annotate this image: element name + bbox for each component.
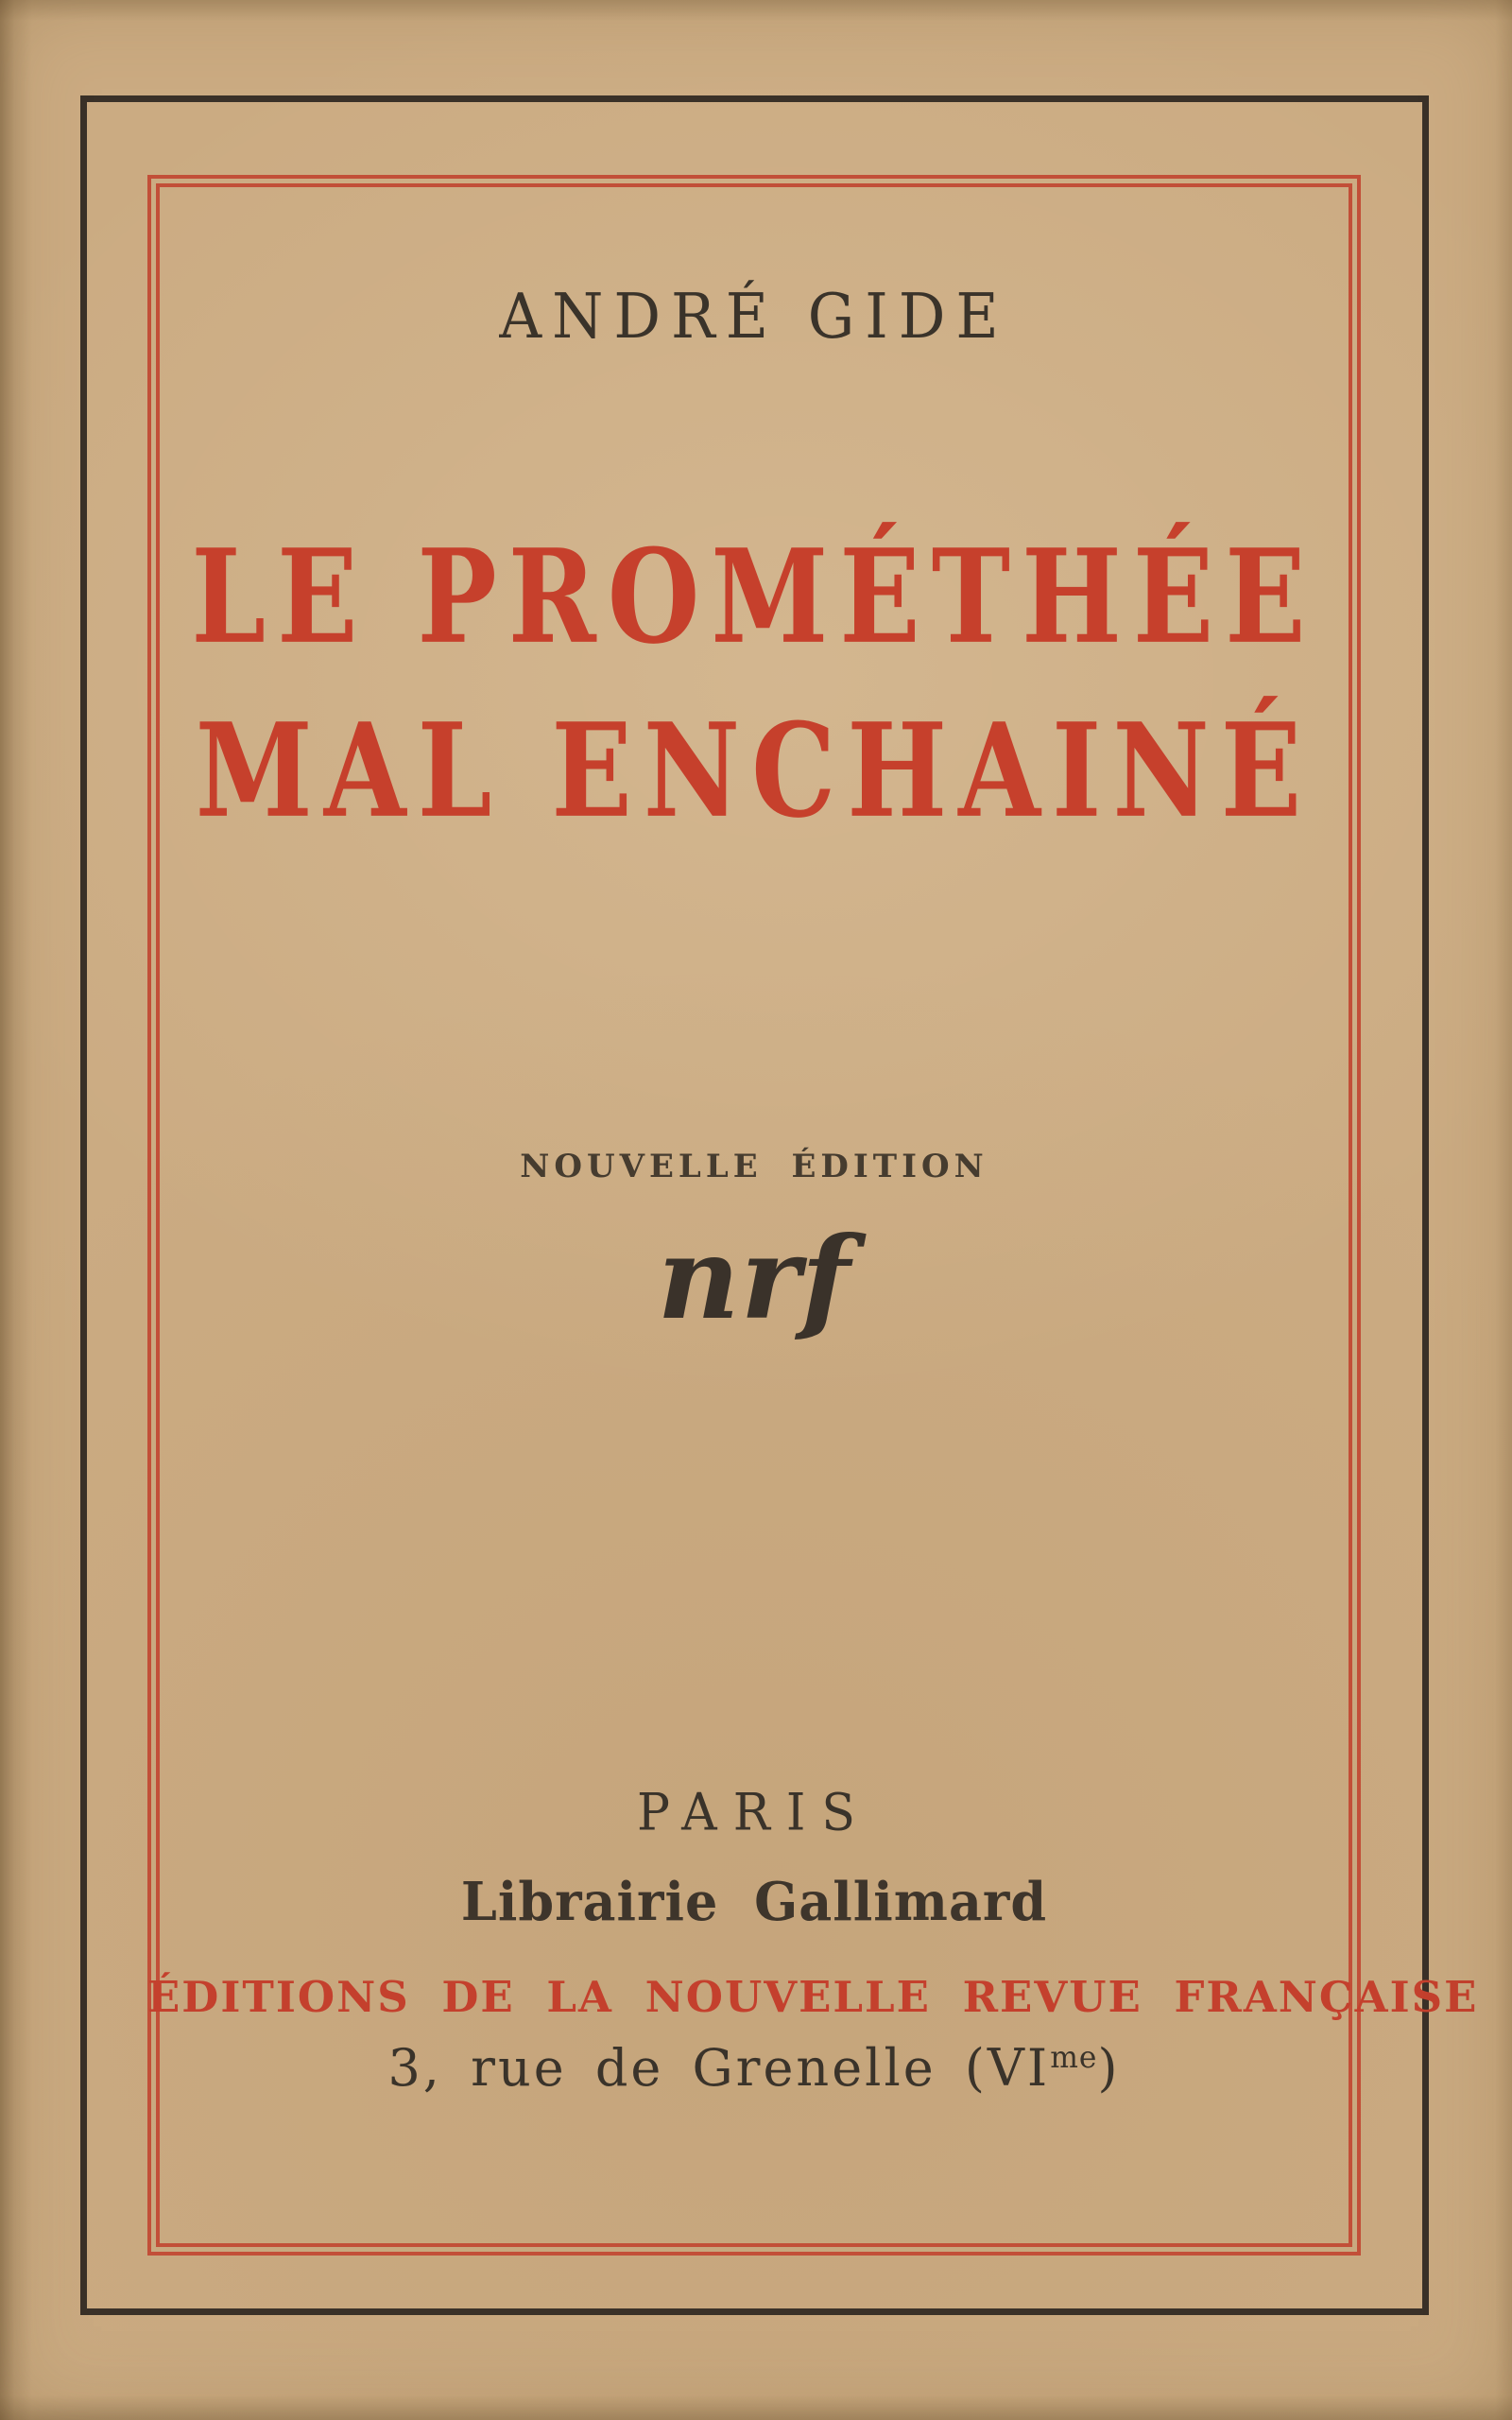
book-title-line-2: MAL ENCHAINÉ: [195, 696, 1314, 847]
scan-edge-shadow-left: [0, 0, 32, 2420]
author-name: ANDRÉ GIDE: [499, 280, 1009, 353]
address-prefix: 3, rue de Grenelle (VI: [387, 2038, 1051, 2098]
book-title-line-1: LE PROMÉTHÉE: [191, 522, 1317, 673]
city-name: PARIS: [636, 1783, 872, 1842]
publisher-name: Librairie Gallimard: [460, 1870, 1048, 1933]
title-page-content: [147, 0, 1479, 2420]
imprint-line: ÉDITIONS DE LA NOUVELLE REVUE FRANÇAISE: [147, 1972, 1479, 2022]
address-line: [147, 2038, 1361, 2098]
address-suffix: ): [1097, 2038, 1121, 2098]
nrf-publisher-logo: nrf: [657, 1212, 851, 1345]
address-superscript: me: [1050, 2041, 1098, 2075]
scan-edge-shadow-right: [1495, 0, 1512, 2420]
edition-note: NOUVELLE ÉDITION: [520, 1148, 988, 1185]
